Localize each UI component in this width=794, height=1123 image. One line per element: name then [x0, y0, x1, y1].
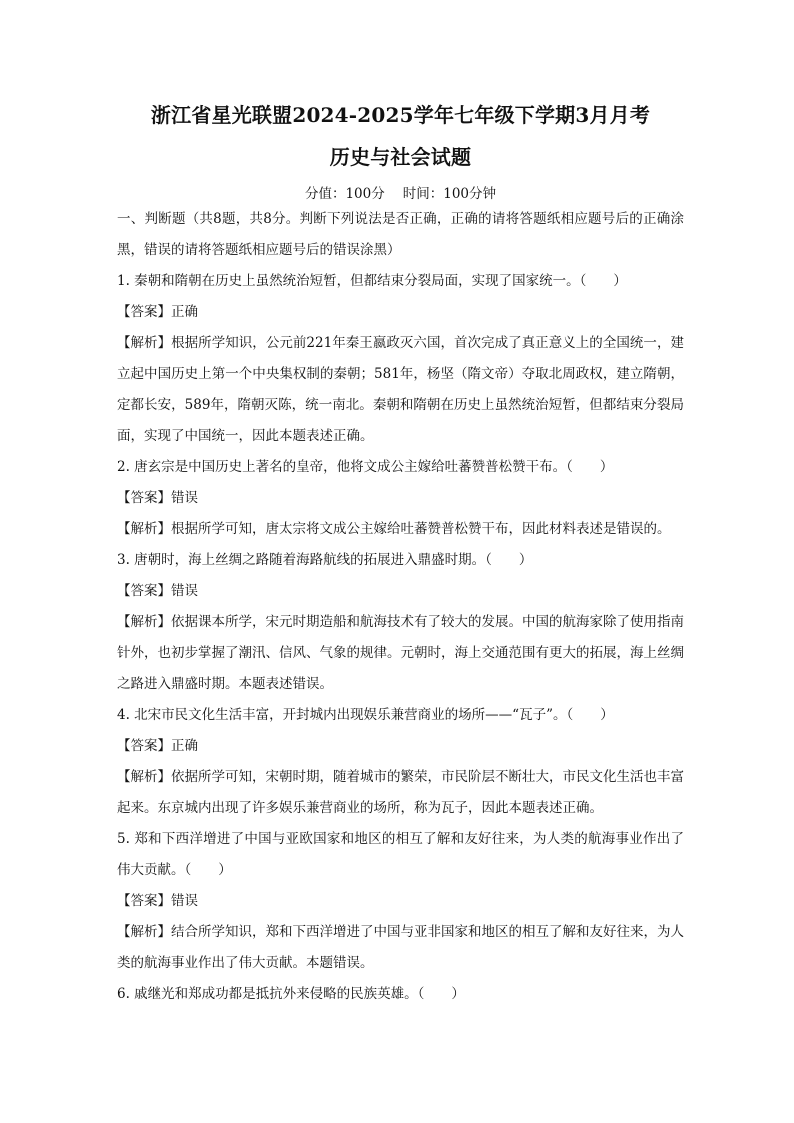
explanation-text: 结合所学知识，郑和下西洋增进了中国与亚非国家和地区的相互了解和友好往来，为人类的航海事业作出了伟大贡献。本题错误。 — [117, 924, 684, 971]
answer-5 — [117, 886, 684, 917]
question-1: 1. 秦朝和隋朝在历史上虽然统治短暂，但都结束分裂局面，实现了国家统一。（ ） — [117, 273, 627, 289]
answer-label: 【答案】 — [117, 738, 171, 754]
question-2: 2. 唐玄宗是中国历史上著名的皇帝，他将文成公主嫁给吐蕃赞普松赞干布。（ ） — [117, 459, 614, 475]
time-info: 时间：100分钟 — [402, 186, 497, 202]
explanation-2 — [117, 514, 684, 545]
explanation-text: 根据所学可知，唐太宗将文成公主嫁给吐蕃赞普松赞干布，因此材料表述是错误的。 — [171, 521, 671, 537]
explanation-label: 【解析】 — [117, 614, 171, 630]
explanation-5 — [117, 917, 684, 979]
answer-value: 正确 — [171, 304, 198, 320]
answer-label: 【答案】 — [117, 583, 171, 599]
explanation-label: 【解析】 — [117, 924, 171, 940]
document-title: 浙江省星光联盟2024-2025学年七年级下学期3月月考 — [150, 103, 651, 127]
section-heading: 一、判断题（共8题，共8分。判断下列说法是否正确，正确的请将答题纸相应题号后的正确涂黑，错误的请将答题纸相应题号后的错误涂黑） — [117, 211, 684, 258]
answer-4 — [117, 731, 684, 762]
explanation-1 — [117, 328, 684, 452]
question-5: 5. 郑和下西洋增进了中国与亚欧国家和地区的相互了解和友好往来，为人类的航海事业作出了伟大贡献。（ ） — [117, 831, 684, 878]
question-3: 3. 唐朝时，海上丝绸之路随着海路航线的拓展进入鼎盛时期。（ ） — [117, 552, 533, 568]
answer-label: 【答案】 — [117, 893, 171, 909]
answer-value: 正确 — [171, 738, 198, 754]
answer-value: 错误 — [171, 583, 198, 599]
score-info: 分值：100分 — [304, 186, 385, 202]
document-subtitle: 历史与社会试题 — [329, 145, 472, 169]
answer-value: 错误 — [171, 893, 198, 909]
answer-1 — [117, 297, 684, 328]
answer-label: 【答案】 — [117, 304, 171, 320]
question-4: 4. 北宋市民文化生活丰富，开封城内出现娱乐兼营商业的场所——“瓦子”。（ ） — [117, 707, 614, 723]
exam-meta — [117, 184, 684, 204]
explanation-text: 根据所学知识，公元前221年秦王嬴政灭六国，首次完成了真正意义上的全国统一，建立起中国历史上第一个中央集权制的秦朝；581年，杨坚（隋文帝）夺取北周政权，建立隋朝，定都长安，589年，隋朝灭陈，统一南北。秦朝和隋朝在历史上虽然统治短暂，但都结束分裂局面，实现了中国统一，因此本题表述正确。 — [117, 335, 684, 444]
explanation-4 — [117, 762, 684, 824]
question-6: 6. 戚继光和郑成功都是抵抗外来侵略的民族英雄。（ ） — [117, 986, 465, 1002]
explanation-label: 【解析】 — [117, 335, 172, 351]
explanation-label: 【解析】 — [117, 769, 171, 785]
answer-2 — [117, 483, 684, 514]
answer-label: 【答案】 — [117, 490, 171, 506]
explanation-3 — [117, 607, 684, 700]
explanation-text: 依据所学可知，宋朝时期，随着城市的繁荣，市民阶层不断壮大，市民文化生活也丰富起来。东京城内出现了许多娱乐兼营商业的场所，称为瓦子，因此本题表述正确。 — [117, 769, 684, 816]
answer-value: 错误 — [171, 490, 198, 506]
answer-3 — [117, 576, 684, 607]
explanation-label: 【解析】 — [117, 521, 171, 537]
exam-content — [117, 204, 684, 1010]
explanation-text: 依据课本所学，宋元时期造船和航海技术有了较大的发展。中国的航海家除了使用指南针外，也初步掌握了潮汛、信风、气象的规律。元朝时，海上交通范围有更大的拓展，海上丝绸之路进入鼎盛时期。本题表述错误。 — [117, 614, 684, 692]
